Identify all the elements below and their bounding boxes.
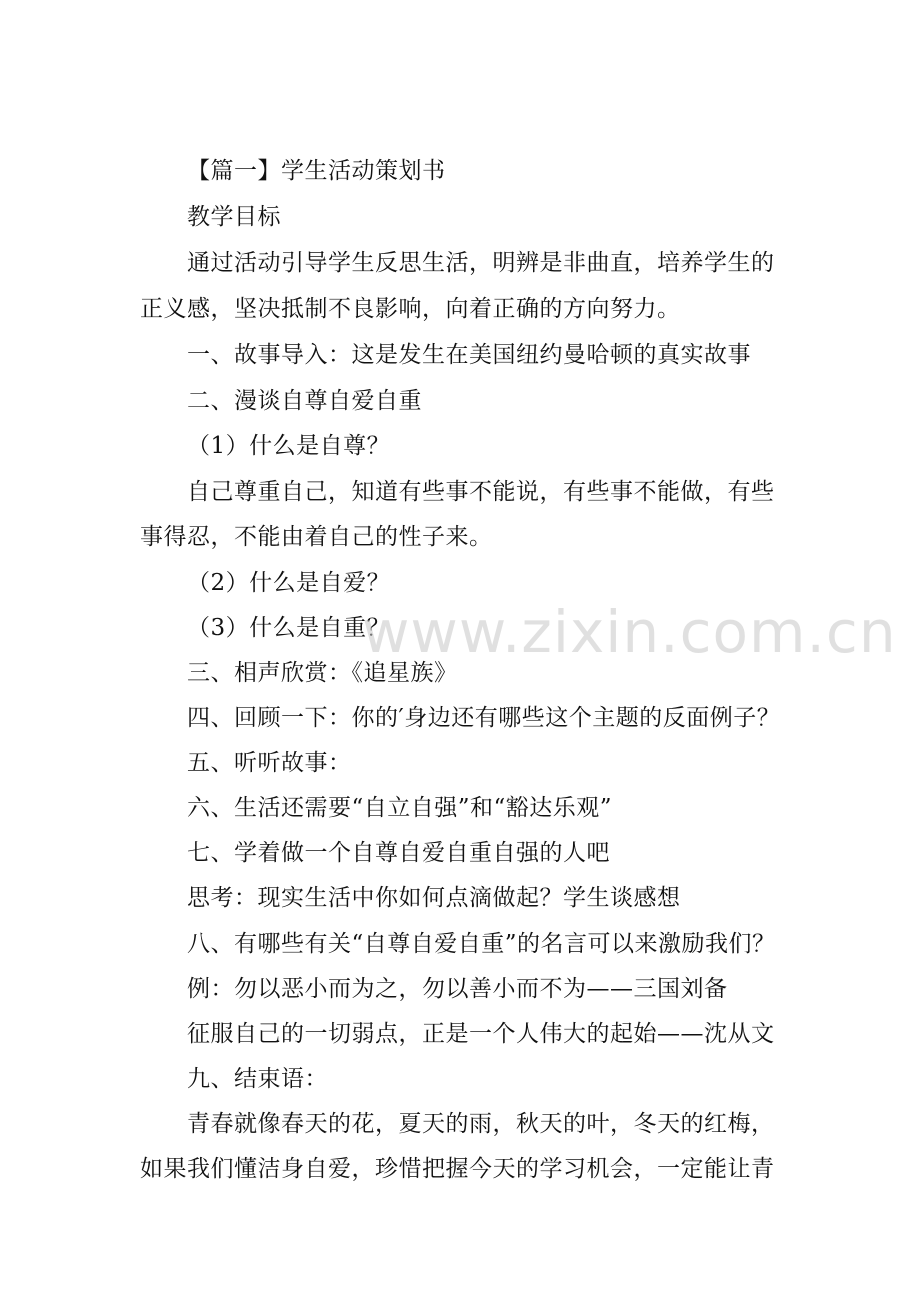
paragraph-line: 自己尊重自己，知道有些事不能说，有些事不能做，有些 (187, 479, 775, 505)
quote-line: 例：勿以恶小而为之，勿以善小而不为——三国刘备 (187, 976, 728, 1002)
list-item: 九、结束语： (187, 1066, 328, 1092)
paragraph-line: 青春就像春天的花，夏天的雨，秋天的叶，冬天的红梅， (187, 1111, 775, 1137)
list-item: 七、学着做一个自尊自爱自重自强的人吧 (187, 840, 610, 866)
list-item: 二、漫谈自尊自爱自重 (187, 388, 422, 414)
list-item: 一、故事导入：这是发生在美国纽约曼哈顿的真实故事 (187, 342, 751, 368)
sub-item: （3）什么是自重？ (187, 615, 391, 641)
paragraph-line: 如果我们懂洁身自爱，珍惜把握今天的学习机会，一定能让青 (140, 1156, 775, 1182)
sub-item: （2）什么是自爱？ (187, 570, 391, 596)
paragraph-line: 事得忍，不能由着自己的性子来。 (140, 524, 493, 550)
quote-line: 征服自己的一切弱点，正是一个人伟大的起始——沈从文 (187, 1021, 775, 1047)
document-heading: 【篇一】学生活动策划书 (187, 158, 446, 184)
paragraph-line: 通过活动引导学生反思生活，明辨是非曲直，培养学生的 (187, 250, 775, 276)
paragraph-line: 正义感，坚决抵制不良影响，向着正确的方向努力。 (140, 296, 681, 322)
sub-item: （1）什么是自尊？ (187, 433, 391, 459)
section-label: 教学目标 (187, 204, 281, 230)
list-item: 八、有哪些有关“自尊自爱自重”的名言可以来激励我们？ (187, 931, 776, 957)
list-item: 六、生活还需要“自立自强”和“豁达乐观” (187, 795, 613, 821)
list-item: 五、听听故事： (187, 750, 352, 776)
watermark: www.zixin.com.cn (362, 598, 897, 666)
list-item: 四、回顾一下：你的′身边还有哪些这个主题的反面例子？ (187, 705, 781, 731)
paragraph-line: 思考：现实生活中你如何点滴做起？学生谈感想 (187, 885, 681, 911)
list-item: 三、相声欣赏：《追星族》 (187, 660, 458, 686)
